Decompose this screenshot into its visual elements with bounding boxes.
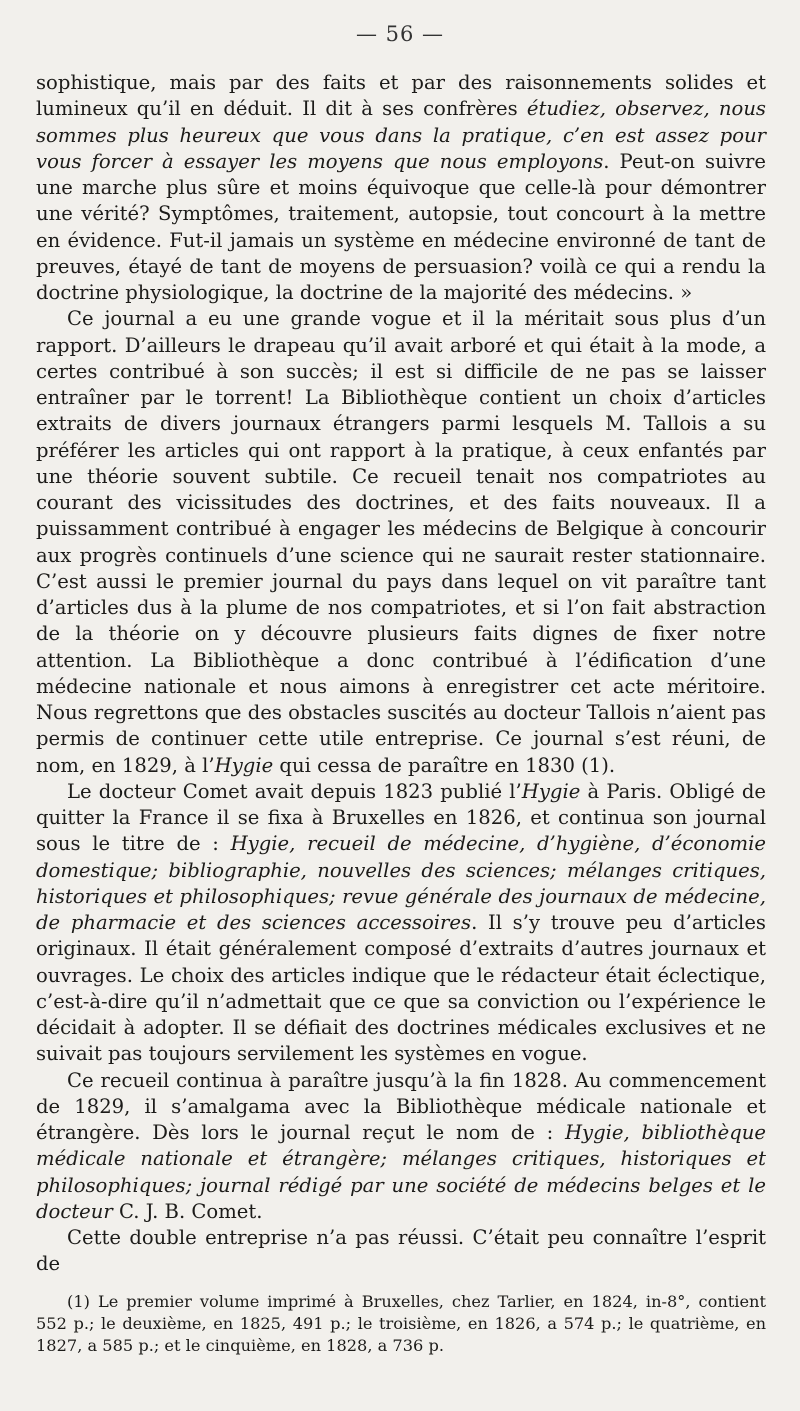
paragraph-4: [36, 1068, 766, 1226]
paragraph-2: [36, 306, 766, 779]
journal-full-title-italic: Hygie, recueil de médecine, d’hygiène, d’économie domestique; bibliographie, nouvelles des sciences; mélanges critiques, historiques et philosophiques; revue générale des journaux de médecine, de pharmacie et des sciences accessoires: [36, 832, 766, 934]
journal-full-title-italic: Hygie, bibliothèque médicale nationale et étrangère; mélanges critiques, historiques et philosophiques; journal rédigé par une société de médecins belges et le docteur: [36, 1121, 767, 1223]
paragraph-3: [36, 779, 766, 1068]
paragraph-5: [36, 1225, 766, 1278]
text-segment: Cette double entreprise n’a pas réussi. C’était peu connaître l’esprit de: [36, 1226, 766, 1276]
footnote: (1) Le premier volume imprimé à Bruxelles, chez Tarlier, en 1824, in-8°, contient 552 p.; le deuxième, en 1825, 491 p.; le troisième, en 1826, a 574 p.; le quatrième, en 1827, a 585 p.; et le cinquième, en 1828, a 736 p.: [36, 1292, 766, 1355]
text-segment: à Paris. Obligé de quitter la France il se fixa à Bruxelles en 1826, et continua son journal sous le titre de :: [36, 779, 766, 856]
text-segment: . Peut-on suivre une marche plus sûre et moins équivoque que celle-là pour démontrer une vérité? Symptômes, traitement, autopsie, tout concourt à la mettre en évidence. Fut-il jamais un système en médecine environné de tant de preuves, étayé de tant de moyens de persuasion? voilà ce qui a rendu la doctrine physiologique, la doctrine de la majorité des médecins. »: [36, 149, 766, 304]
text-segment: Ce recueil continua à paraître jusqu’à la fin 1828. Au commencement de 1829, il s’amalgama avec la Bibliothèque médicale nationale et étrangère. Dès lors le journal reçut le nom de :: [36, 1068, 766, 1144]
text-segment: Le docteur Comet avait depuis 1823 publié l’: [67, 779, 522, 803]
text-segment: . Il s’y trouve peu d’articles originaux. Il était généralement composé d’extraits d’autres journaux et ouvrages. Le choix des articles indique que le rédacteur était éclectique, c’est-à-dire qu’il n’admettait que ce que sa conviction ou l’expérience le décidait à adopter. Il se défiait des doctrines médicales exclusives et ne suivait pas toujours servilement les systèmes en vogue.: [36, 911, 766, 1066]
italic-quote: étudiez, observez, nous sommes plus heureux que vous dans la pratique, c’en est assez pour vous forcer à essayer les moyens que nous employons: [36, 97, 766, 173]
page-number: — 56 —: [355, 22, 445, 46]
text-segment: C. J. B. Comet.: [112, 1199, 263, 1223]
text-segment: qui cessa de paraître en 1830 (1).: [273, 753, 616, 777]
text-segment: sophistique, mais par des faits et par des raisonnements solides et lumineux qu’il en déduit. Il dit à ses confrères: [36, 71, 766, 121]
body-text: [36, 70, 766, 1278]
journal-title-italic: Hygie: [214, 753, 274, 777]
paragraph-1: [36, 70, 766, 306]
journal-title-italic: Hygie: [521, 779, 581, 803]
text-segment: Ce journal a eu une grande vogue et il la méritait sous plus d’un rapport. D’ailleurs le drapeau qu’il avait arboré et qui était à la mode, a certes contribué à son succès; il est si difficile de ne pas se laisser entraîner par le torrent! La Bibliothèque contient un choix d’articles extraits de divers journaux étrangers parmi lesquels M. Tallois a su préférer les articles qui ont rapport à la pratique, à ceux enfantés par une théorie souvent subtile. Ce recueil tenait nos compatriotes au courant des vicissitudes des doctrines, et des faits nouveaux. Il a puissamment contribué à engager les médecins de Belgique à concourir aux progrès continuels d’une science qui ne saurait rester stationnaire. C’est aussi le premier journal du pays dans lequel on vit paraître tant d’articles dus à la plume de nos compatriotes, et si l’on fait abstraction de la théorie on y découvre plusieurs faits dignes de fixer notre attention. La Bibliothèque a donc contribué à l’édification d’une médecine nationale et nous aimons à enregistrer cet acte méritoire. Nous regrettons que des obstacles suscités au docteur Tallois n’aient pas permis de continuer cette utile entreprise. Ce journal s’est réuni, de nom, en 1829, à l’: [36, 307, 766, 777]
